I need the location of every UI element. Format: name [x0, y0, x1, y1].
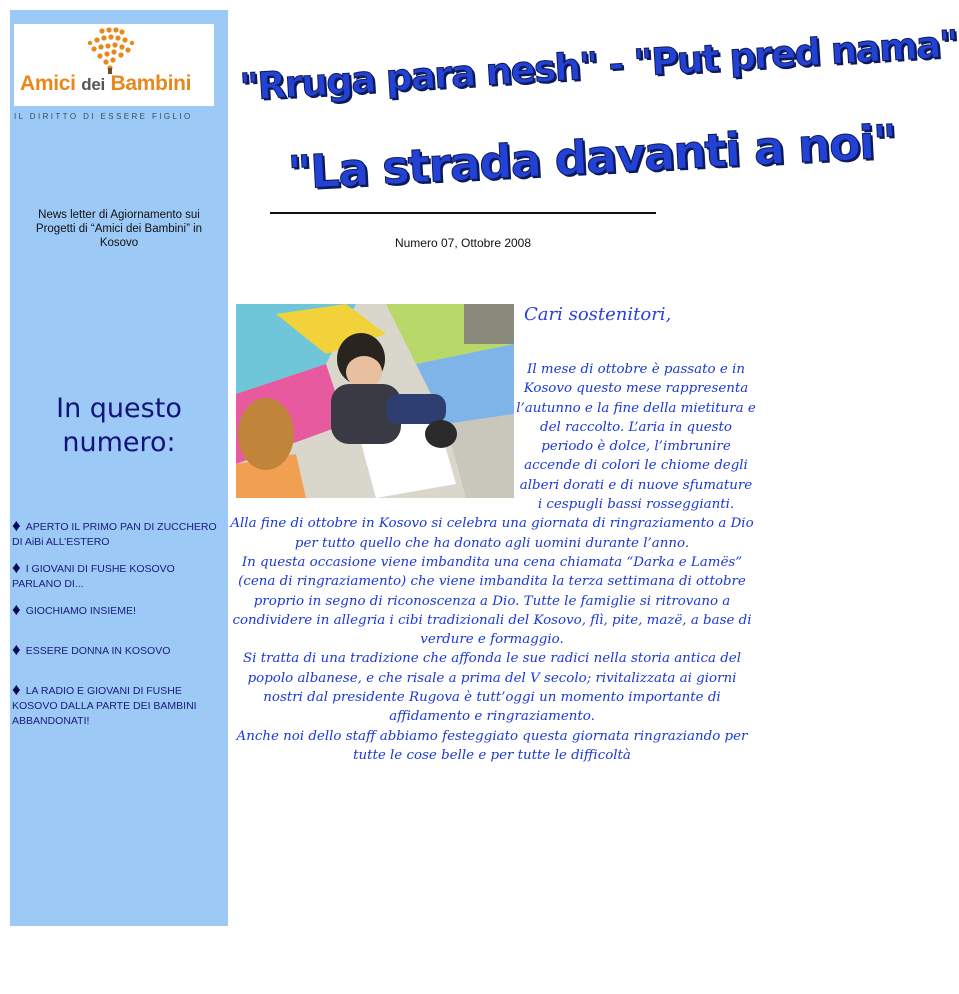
toc-heading-line1: In questo	[56, 393, 182, 424]
issue-number: Numero 07, Ottobre 2008	[394, 236, 532, 250]
letter-paragraph: Alla fine di ottobre in Kosovo si celebra una giornata di ringraziamento a Dio per tutto quello che ha donato agli uomini durante l’anno.	[230, 516, 754, 551]
letter-greeting: Cari sostenitori,	[524, 304, 672, 325]
diamond-bullet-icon: ♦	[12, 600, 21, 619]
toc-item[interactable]	[12, 642, 222, 659]
letter-paragraph: In questa occasione viene imbandita una cena chiamata “Darka e Lamës” (cena di ringraziamento) che viene imbandita la terza settimana di ottobre proprio in segno di riconoscenza a Dio. Tutte le famiglie si ritrovano a condividere in allegria i cibi tradizionali del Kosovo, flì, pite, mazë, a base di verdure e formaggio.	[232, 554, 752, 648]
letter-paragraph: Il mese di ottobre è passato e in Kosovo questo mese rappresenta l’autunno e la fine della mietitura e del raccolto. L’aria in questo periodo è dolce, l’imbrunire accende di colori le chiome degli alberi dorati e di nuove sfumature i cespugli bassi rosseggianti.	[516, 362, 756, 513]
toc-item-label: GIOCHIAMO INSIEME!	[25, 605, 136, 617]
logo-bambini: Bambini	[110, 72, 192, 95]
toc-item[interactable]	[12, 560, 222, 592]
diamond-bullet-icon: ♦	[12, 640, 21, 659]
logo-amici: Amici	[20, 72, 76, 95]
logo	[14, 24, 214, 106]
title-line-albanian-serbian: "Rruga para nesh" - "Put pred nama"	[238, 22, 959, 109]
header-divider	[270, 212, 656, 214]
toc-item-label: LA RADIO E GIOVANI DI FUSHE KOSOVO DALLA PARTE DEI BAMBINI ABBANDONATI!	[12, 685, 197, 727]
toc-item-label: ESSERE DONNA IN KOSOVO	[25, 645, 171, 657]
sidebar	[10, 10, 228, 926]
toc-heading-line2: numero:	[62, 427, 176, 458]
toc-item-label: APERTO IL PRIMO PAN DI ZUCCHERO DI AiBi ALL’ESTERO	[12, 521, 217, 548]
toc-heading	[22, 392, 216, 460]
toc-item-label: I GIOVANI DI FUSHE KOSOVO PARLANO DI...	[12, 563, 175, 590]
letter-paragraph: Si tratta di una tradizione che affonda le sue radici nella storia antica del popolo albanese, e che risale a prima del V secolo; rivitalizzata ai giorni nostri dal presidente Rugova è tutt’oggi un momento importante di affidamento e ringraziamento.	[243, 651, 741, 725]
logo-tagline: IL DIRITTO DI ESSERE FIGLIO	[14, 112, 193, 121]
title-line-italian: "La strada davanti a noi"	[286, 114, 898, 200]
toc-item[interactable]	[12, 682, 222, 729]
letter-paragraph: Anche noi dello staff abbiamo festeggiato questa giornata ringraziando per tutte le cose belle e per tutte le difficoltà	[236, 728, 748, 763]
diamond-bullet-icon: ♦	[12, 558, 21, 577]
toc-item[interactable]	[12, 602, 222, 619]
logo-dei: dei	[81, 75, 105, 94]
diamond-bullet-icon: ♦	[12, 516, 21, 535]
toc-item[interactable]	[12, 518, 222, 550]
editorial-letter	[228, 360, 756, 765]
logo-wordmark	[20, 72, 191, 96]
newsletter-description: News letter di Agiornamento sui Progetti di “Amici dei Bambini” in Kosovo	[35, 209, 203, 249]
diamond-bullet-icon: ♦	[12, 680, 21, 699]
